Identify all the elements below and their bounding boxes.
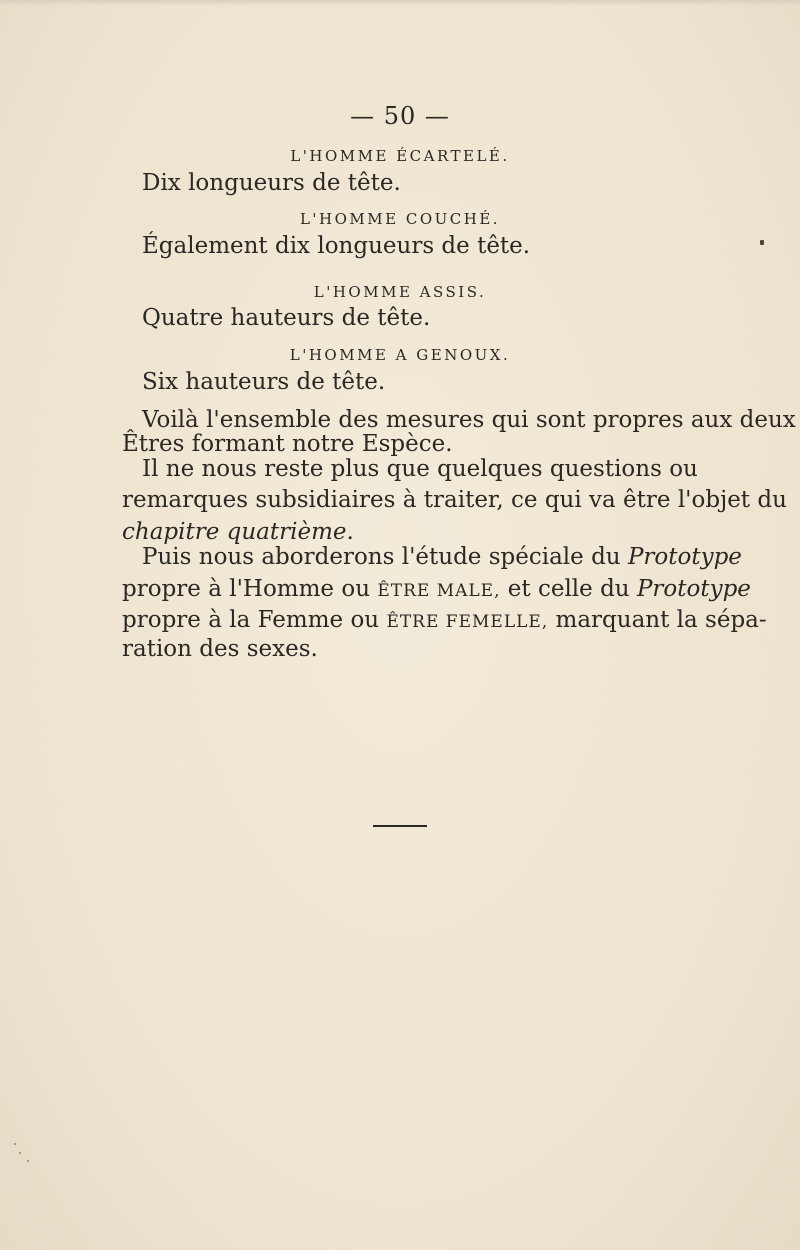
paragraph-2-period: . [346,519,354,545]
paragraph-1-line-1: Voilà l'ensemble des mesures qui sont propres aux deux [142,407,796,433]
paragraph-3-line-2 [122,576,751,602]
prototype-term-2: Prototype [636,576,751,602]
section-heading-genoux: L'HOMME A GENOUX. [289,346,511,364]
section-end-rule [373,825,427,827]
section-text-ecartele: Dix longueurs de tête. [142,170,401,196]
paragraph-2-line-3 [122,521,682,544]
page-number: — 50 — [350,102,450,130]
paragraph-2-line-2: remarques subsidiaires à traiter, ce qui va être l'objet du [122,487,787,513]
section-text-couche: Également dix longueurs de tête. [142,233,531,259]
section-text-assis: Quatre hauteurs de tête. [142,305,431,331]
paragraph-3-line-3-start: propre à la Femme ou [122,607,380,633]
paper-speck [19,1152,21,1154]
section-heading-ecartele: L'HOMME ÉCARTELÉ. [290,147,510,165]
paragraph-3-line-3 [122,607,767,633]
paragraph-3-line-1-text: Puis nous aborderons l'étude spéciale du [142,544,621,570]
section-heading-couche: L'HOMME COUCHÉ. [299,210,501,228]
paragraph-3-line-1 [142,544,742,570]
etre-male-smallcaps: ÊTRE MALE, [377,581,501,601]
section-heading-assis: L'HOMME ASSIS. [313,283,487,301]
paragraph-3-line-3-end: marquant la sépa- [555,607,767,633]
paragraph-3-line-2-start: propre à l'Homme ou [122,576,371,602]
paragraph-2-line-1: Il ne nous reste plus que quelques questions ou [142,456,698,482]
paper-speck [27,1160,29,1162]
paragraph-1-line-2: Êtres formant notre Espèce. [122,431,453,457]
chapter-reference: chapitre quatrième [122,519,347,545]
section-text-genoux: Six hauteurs de tête. [142,369,386,395]
prototype-term-1: Prototype [627,544,742,570]
margin-mark [760,240,764,245]
paragraph-3-line-4: ration des sexes. [122,636,318,662]
paragraph-3-line-2-middle: et celle du [507,576,630,602]
etre-femelle-smallcaps: ÊTRE FEMELLE, [386,612,549,632]
paper-speck [14,1143,16,1145]
page-top-edge [0,0,800,6]
